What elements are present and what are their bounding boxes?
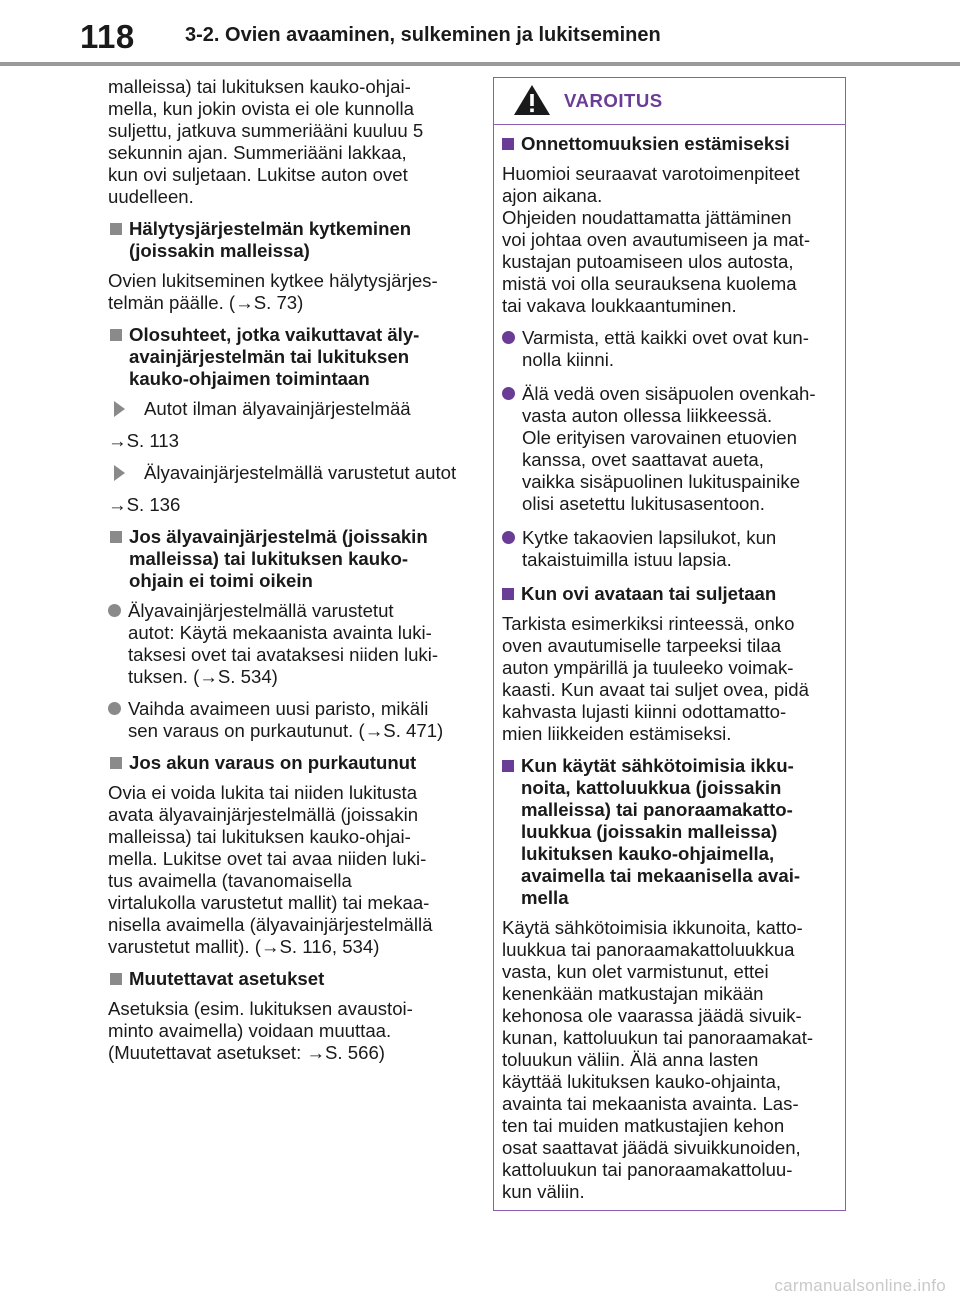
heading-malfunction [108, 526, 473, 592]
dot-bullet-icon [502, 387, 515, 400]
warning-header [494, 78, 845, 125]
triangle-item [108, 398, 473, 420]
heading-text: Onnettomuuksien estämiseksi [521, 133, 790, 154]
alarm-paragraph: Ovien lukitseminen kytkee hälytysjärjes- telmän päälle. (→S. 73) [108, 270, 438, 313]
page-number: 118 [80, 18, 135, 55]
watermark: carmanualsonline.info [774, 1276, 946, 1295]
triangle-bullet-icon [114, 401, 136, 417]
square-bullet-icon [110, 973, 122, 985]
item-text: Älä vedä oven sisäpuolen ovenkah- vasta auton ollessa liikkeessä. Ole erityisen varovainen etuovien kanssa, ovet saattavat aueta, vaikka sisäpuolinen lukituspainike olisi asetettu lukitusasentoon. [522, 383, 816, 514]
left-column [108, 76, 473, 1074]
warning-bullet [502, 527, 835, 571]
warning-bullet [502, 383, 835, 515]
heading-text: Hälytysjärjestelmän kytkeminen (joissakin malleissa) [129, 218, 412, 261]
warning-title: VAROITUS [564, 90, 663, 111]
square-bullet-icon [502, 588, 514, 600]
square-bullet-icon [110, 757, 122, 769]
triangle-bullet-icon [114, 465, 136, 481]
warning-body [494, 125, 845, 1203]
header-rule [0, 62, 960, 66]
heading-alarm [108, 218, 473, 262]
warning-paragraph: Huomioi seuraavat varotoimenpiteet ajon aikana. Ohjeiden noudattamatta jättäminen voi johtaa oven avautumiseen ja mat- kustajan putoamiseen ulos autosta, mistä voi olla seurauksena kuolema tai vakava loukkaantuminen. [502, 163, 811, 316]
dot-bullet-icon [502, 531, 515, 544]
heading-settings [108, 968, 473, 990]
warning-bullet [502, 327, 835, 371]
settings-paragraph: Asetuksia (esim. lukituksen avaustoi- minto avaimella) voidaan muuttaa. (Muutettavat asetukset: →S. 566) [108, 998, 413, 1063]
warning-heading [502, 133, 835, 155]
page-reference: →S. 136 [108, 494, 181, 515]
warning-paragraph: Tarkista esimerkiksi rinteessä, onko oven avautumiselle tarpeeksi tilaa auton ympärillä ja tuuleeko voimak- kaasti. Kun avaat tai suljet ovea, pidä kahvasta lujasti kiinni odottamatto- mien liikkeiden estämiseksi. [502, 613, 809, 744]
heading-conditions [108, 324, 473, 390]
square-bullet-icon [110, 223, 122, 235]
heading-text: Olosuhteet, jotka vaikuttavat äly- avainjärjestelmän tai lukituksen kauko-ohjaimen toimintaan [129, 324, 420, 389]
warning-triangle-icon [512, 83, 552, 117]
triangle-item [108, 462, 473, 484]
heading-text: Kun käytät sähkötoimisia ikku- noita, kattoluukkua (joissakin malleissa) tai panoraamakatto- luukkua (joissakin malleissa) lukituksen kauko-ohjaimella, avaimella tai mekaanisella avai- mella [521, 755, 801, 908]
item-text: Kytke takaovien lapsilukot, kun takaistuimilla istuu lapsia. [522, 527, 777, 570]
bullet-item [108, 600, 473, 688]
heading-battery [108, 752, 473, 774]
dot-bullet-icon [108, 702, 121, 715]
square-bullet-icon [502, 138, 514, 150]
item-text: Varmista, että kaikki ovet ovat kun- nolla kiinni. [522, 327, 809, 370]
heading-text: Kun ovi avataan tai suljetaan [521, 583, 777, 604]
item-text: Älyavainjärjestelmällä varustetut autot [144, 462, 457, 483]
bullet-item [108, 698, 473, 742]
warning-box [493, 77, 846, 1211]
item-text: Älyavainjärjestelmällä varustetut autot: Käytä mekaanista avainta luki- taksesi ovet tai avataksesi niiden luki- tuksen. (→S. 534) [128, 600, 439, 687]
warning-paragraph: Käytä sähkötoimisia ikkunoita, katto- luukkua tai panoraamakattoluukkua vasta, kun olet varmistunut, ettei kenenkään matkustajan mikään kehonosa ole vaarassa jäädä sivuik- kunan, kattoluukun tai panoraamakat- toluukun väliin. Älä anna lasten käyttää lukituksen kauko-ohjainta, avainta tai mekaanista avainta. Las- ten tai muiden matkustajien kehon osat saattavat jäädä sivuikkunoiden, kattoluukun tai panoraamakattoluu- kun väliin. [502, 917, 814, 1202]
dot-bullet-icon [108, 604, 121, 617]
heading-text: Jos akun varaus on purkautunut [129, 752, 417, 773]
intro-paragraph: malleissa) tai lukituksen kauko-ohjai- mella, kun jokin ovista ei ole kunnolla suljettu, jatkuva summeriääni kuuluu 5 sekunnin ajan. Summeriääni lakkaa, kun ovi suljetaan. Lukitse auton ovet uudelleen. [108, 76, 424, 207]
heading-text: Muutettavat asetukset [129, 968, 325, 989]
square-bullet-icon [110, 329, 122, 341]
warning-heading [502, 755, 835, 909]
page-reference: →S. 113 [108, 430, 179, 451]
warning-heading [502, 583, 835, 605]
battery-paragraph: Ovia ei voida lukita tai niiden lukitusta avata älyavainjärjestelmällä (joissakin malleissa) tai lukituksen kauko-ohjai- mella. Lukitse ovet tai avaa niiden luki- tus avaimella (tavanomaisella virtalukolla varustetut mallit) tai mekaa- nisella avaimella (älyavainjärjestelmällä varustetut mallit). (→S. 116, 534) [108, 782, 433, 957]
page-header [0, 0, 960, 70]
section-title: 3-2. Ovien avaaminen, sulkeminen ja lukitseminen [185, 24, 661, 46]
dot-bullet-icon [502, 331, 515, 344]
heading-text: Jos älyavainjärjestelmä (joissakin malleissa) tai lukituksen kauko- ohjain ei toimi oikein [129, 526, 428, 591]
item-text: Vaihda avaimeen uusi paristo, mikäli sen varaus on purkautunut. (→S. 471) [128, 698, 444, 741]
square-bullet-icon [110, 531, 122, 543]
item-text: Autot ilman älyavainjärjestelmää [144, 398, 411, 419]
square-bullet-icon [502, 760, 514, 772]
